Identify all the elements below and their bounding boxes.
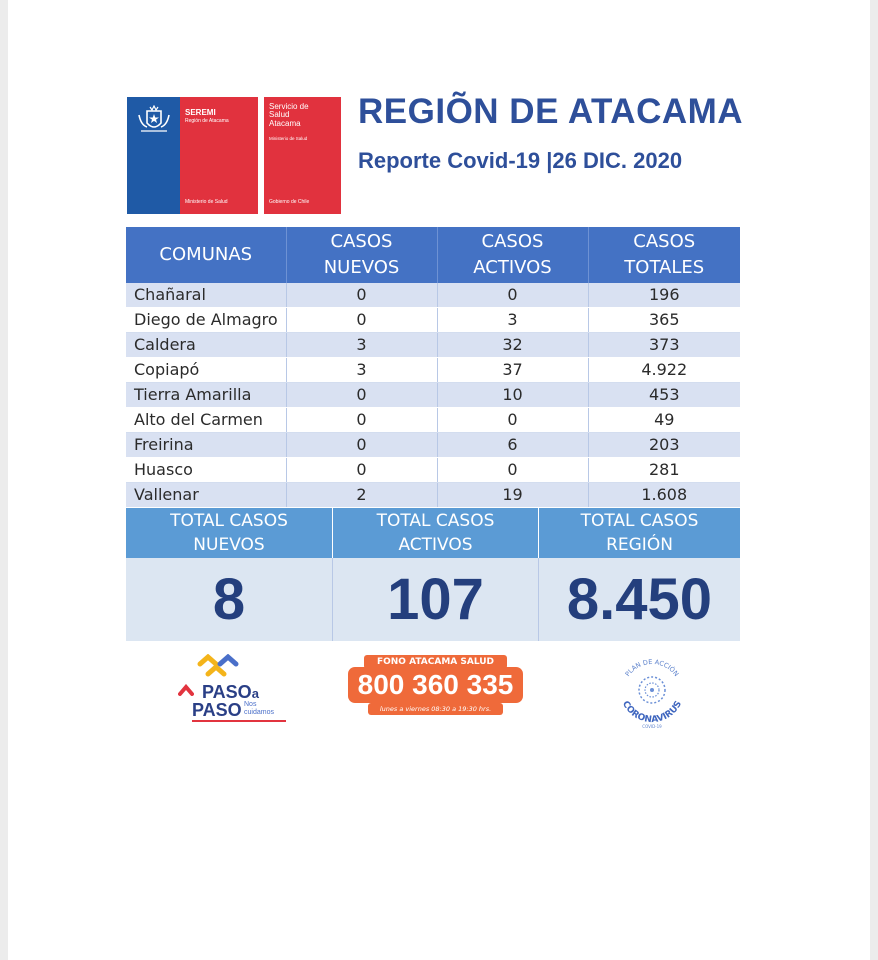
cell-nuevos: 2 [286,483,437,508]
cell-totales: 373 [588,333,740,358]
cell-nuevos: 0 [286,308,437,333]
plan-small-text: COVID-19 [642,724,662,729]
paso-a-paso-logo [178,654,293,724]
fono-number: 800 360 335 [348,667,523,703]
fono-title: FONO ATACAMA SALUD [364,655,507,669]
cell-activos: 0 [437,458,588,483]
cell-comuna: Tierra Amarilla [126,383,286,408]
table-row [126,483,740,508]
cell-comuna: Huasco [126,458,286,483]
cell-totales: 203 [588,433,740,458]
fono-atacama-salud [348,655,523,717]
cell-comuna: Chañaral [126,283,286,308]
table-row [126,433,740,458]
header-casos-nuevos: CASOS NUEVOS [286,227,437,283]
cell-nuevos: 0 [286,433,437,458]
cell-totales: 453 [588,383,740,408]
table-row [126,283,740,308]
cell-nuevos: 3 [286,358,437,383]
logo-seremi: SEREMI [185,108,216,117]
header-casos-activos: CASOS ACTIVOS [437,227,588,283]
cell-totales: 281 [588,458,740,483]
cell-totales: 4.922 [588,358,740,383]
cell-activos: 32 [437,333,588,358]
chile-coat-of-arms-icon [135,105,173,137]
cell-totales: 365 [588,308,740,333]
cell-nuevos: 0 [286,383,437,408]
cell-activos: 6 [437,433,588,458]
cell-activos: 19 [437,483,588,508]
plan-top-text: PLAN DE ACCIÓN [623,657,681,678]
cell-comuna: Copiapó [126,358,286,383]
logo-ministerio: Ministerio de Salud [185,199,228,205]
fono-hours: lunes a viernes 08:30 a 19:30 hrs. [368,703,503,715]
cell-comuna: Vallenar [126,483,286,508]
cell-comuna: Freirina [126,433,286,458]
cell-activos: 0 [437,408,588,433]
logo-servicio: Servicio de Salud Atacama [269,102,309,128]
nos-cuidamos: Nos cuidamos [244,701,274,716]
chevrons-icon [196,654,244,678]
logo-seremi-sub: Región de Atacama [185,118,229,124]
cell-activos: 3 [437,308,588,333]
table-row [126,458,740,483]
cell-activos: 10 [437,383,588,408]
logo-gobierno: Gobierno de Chile [269,199,310,205]
table-row [126,308,740,333]
plan-coronavirus-logo [612,652,692,732]
header-comunas: COMUNAS [126,227,286,283]
cell-nuevos: 0 [286,283,437,308]
seremi-logo [127,97,341,214]
totals-panel [126,508,740,641]
total-activos-value: 107 [333,558,539,641]
cell-totales: 49 [588,408,740,433]
paso-line2: PASO [192,700,242,720]
cases-table [126,227,740,508]
cell-activos: 37 [437,358,588,383]
total-region-label: TOTAL CASOS REGIÓN [539,508,740,558]
total-nuevos-label: TOTAL CASOS NUEVOS [126,508,332,558]
paso-line1: PASOa [202,682,259,702]
page-title: REGIÕN DE ATACAMA [358,92,744,131]
cell-nuevos: 3 [286,333,437,358]
table-row [126,383,740,408]
table-row [126,408,740,433]
total-nuevos-value: 8 [126,558,333,641]
logo-servicio-sub: Ministerio de Salud [269,136,308,141]
table-row [126,358,740,383]
header-casos-totales: CASOS TOTALES [588,227,740,283]
cell-comuna: Alto del Carmen [126,408,286,433]
cell-totales: 1.608 [588,483,740,508]
cell-nuevos: 0 [286,408,437,433]
cell-comuna: Diego de Almagro [126,308,286,333]
page-subtitle: Reporte Covid-19 |26 DIC. 2020 [358,148,683,173]
total-activos-label: TOTAL CASOS ACTIVOS [333,508,538,558]
table-row [126,333,740,358]
coronavirus-icon [612,652,692,732]
cell-totales: 196 [588,283,740,308]
cell-comuna: Caldera [126,333,286,358]
cell-nuevos: 0 [286,458,437,483]
chevron-up-icon [178,684,194,696]
plan-bottom-text: CORONAVIRUS [619,699,685,726]
table-header-row [126,227,740,283]
cell-activos: 0 [437,283,588,308]
total-region-value: 8.450 [539,558,740,641]
